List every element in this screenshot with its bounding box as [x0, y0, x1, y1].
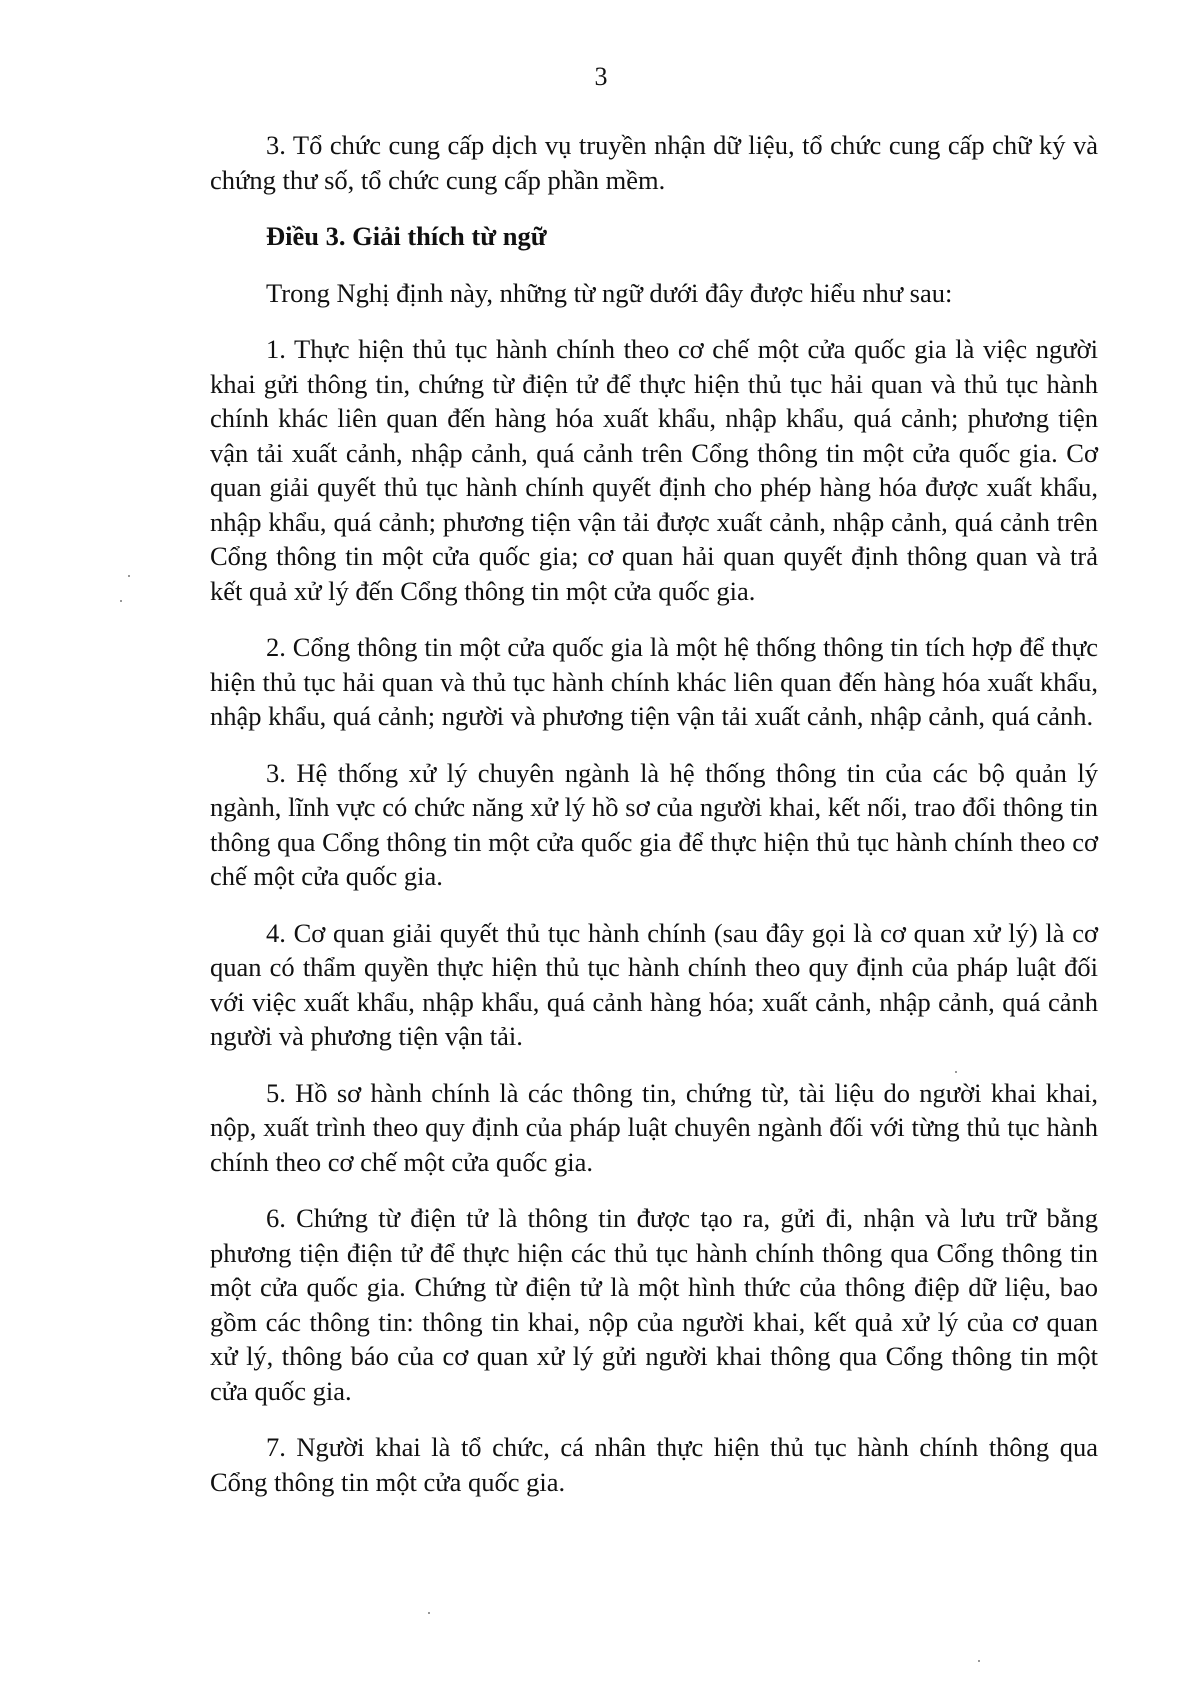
definition-6: 6. Chứng từ điện tử là thông tin được tạo ra, gửi đi, nhận và lưu trữ bằng phương tiện điện tử để thực hiện các thủ tục hành chính thông qua Cổng thông tin một cửa quốc gia. Chứng từ điện tử là một hình thức của thông điệp dữ liệu, bao gồm các thông tin: thông tin khai, nộp của người khai, kết quả xử lý của cơ quan xử lý, thông báo của cơ quan xử lý gửi người khai thông qua Cổng thông tin một cửa quốc gia.	[210, 1203, 1098, 1406]
article-heading: Điều 3. Giải thích từ ngữ	[266, 221, 547, 251]
definition-3: 3. Hệ thống xử lý chuyên ngành là hệ thống thông tin của các bộ quản lý ngành, lĩnh vực có chức năng xử lý hồ sơ của người khai, kết nối, trao đổi thông tin thông qua Cổng thông tin một cửa quốc gia để thực hiện thủ tục hành chính theo cơ chế một cửa quốc gia.	[210, 757, 1098, 891]
definition-7: 7. Người khai là tổ chức, cá nhân thực hiện thủ tục hành chính thông qua Cổng thông tin một cửa quốc gia.	[210, 1432, 1098, 1497]
definition-5: 5. Hồ sơ hành chính là các thông tin, chứng từ, tài liệu do người khai khai, nộp, xuất trình theo quy định của pháp luật chuyên ngành đối với từng thủ tục hành chính theo cơ chế một cửa quốc gia.	[210, 1077, 1098, 1177]
scan-speck	[428, 1612, 430, 1614]
definitions-intro: Trong Nghị định này, những từ ngữ dưới đây được hiểu như sau:	[266, 277, 953, 308]
scan-speck	[128, 575, 130, 577]
definition-2: 2. Cổng thông tin một cửa quốc gia là một hệ thống thông tin tích hợp để thực hiện thủ tục hải quan và thủ tục hành chính khác liên quan đến hàng hóa xuất khẩu, nhập khẩu, quá cảnh; người và phương tiện vận tải xuất cảnh, nhập cảnh, quá cảnh.	[210, 632, 1098, 731]
scan-speck	[120, 600, 122, 602]
scan-speck	[978, 1660, 980, 1662]
definition-4: 4. Cơ quan giải quyết thủ tục hành chính (sau đây gọi là cơ quan xử lý) là cơ quan có thẩm quyền thực hiện thủ tục hành chính theo quy định của pháp luật đối với việc xuất khẩu, nhập khẩu, quá cảnh hàng hóa; xuất cảnh, nhập cảnh, quá cảnh người và phương tiện vận tải.	[210, 917, 1098, 1051]
definition-1: 1. Thực hiện thủ tục hành chính theo cơ chế một cửa quốc gia là việc người khai gửi thông tin, chứng từ điện tử để thực hiện thủ tục hải quan và thủ tục hành chính khác liên quan đến hàng hóa xuất khẩu, nhập khẩu, quá cảnh; phương tiện vận tải xuất cảnh, nhập cảnh, quá cảnh trên Cổng thông tin một cửa quốc gia. Cơ quan giải quyết thủ tục hành chính quyết định cho phép hàng hóa được xuất khẩu, nhập khẩu, quá cảnh; phương tiện vận tải được xuất cảnh, nhập cảnh, quá cảnh trên Cổng thông tin một cửa quốc gia; cơ quan hải quan quyết định thông quan và trả kết quả xử lý đến Cổng thông tin một cửa quốc gia.	[210, 334, 1098, 606]
page-number: 3	[594, 62, 608, 91]
document-body	[210, 128, 1098, 1521]
scan-speck	[955, 1071, 957, 1073]
paragraph-org-providers: 3. Tổ chức cung cấp dịch vụ truyền nhận dữ liệu, tổ chức cung cấp chữ ký và chứng thư số, tổ chức cung cấp phần mềm.	[210, 130, 1098, 195]
